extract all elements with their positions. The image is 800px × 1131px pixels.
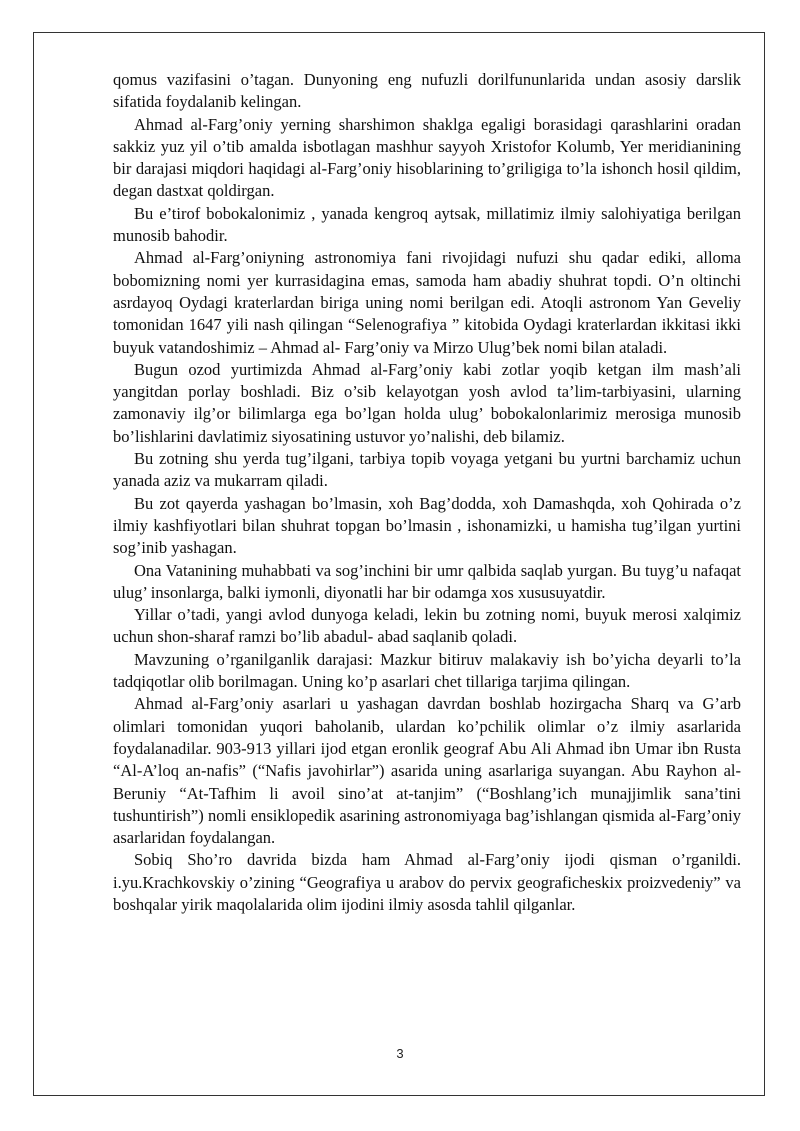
paragraph-10: Mavzuning o’rganilganlik darajasi: Mazkur bitiruv malakaviy ish bo’yicha deyarli to’la tadqiqotlar olib borilmagan. Uning ko’p asarlari chet tillariga tarjima qilingan.: [113, 649, 741, 692]
paragraph-7: Bu zot qayerda yashagan bo’lmasin, xoh Bag’dodda, xoh Damashqda, xoh Qohirada o’z ilmiy kashfiyotlari bilan shuhrat topgan bo’lmasin , ishonamizki, u hamisha tug’ilgan yurtini sog’inib yashagan.: [113, 493, 741, 558]
document-body: [113, 69, 741, 916]
page-number: 3: [396, 1046, 404, 1061]
paragraph-2: Ahmad al-Farg’oniy yerning sharshimon shaklga egaligi borasidagi qarashlarini oradan sakkiz yuz yil o’tib amalda isbotlagan mashhur sayyoh Xristofor Kolumb, Yer meridianining bir darajasi miqdori haqidagi al-Farg’oniy hisoblarining to’griligiga to’la ishonch hosil qildim, degan dastxat qoldirgan.: [113, 114, 741, 201]
paragraph-12: Sobiq Sho’ro davrida bizda ham Ahmad al-Farg’oniy ijodi qisman o’rganildi. i.yu.Krachkovskiy o’zining “Geografiya u arabov do pervix geograficheskix proizvedeniy” va boshqalar yirik maqolalarida olim ijodini ilmiy asosda tahlil qilganlar.: [113, 850, 741, 914]
paragraph-9: Yillar o’tadi, yangi avlod dunyoga keladi, lekin bu zotning nomi, buyuk merosi xalqimiz uchun shon-sharaf ramzi bo’lib abadul- abad saqlanib qoladi.: [113, 605, 741, 647]
paragraph-4: Ahmad al-Farg’oniyning astronomiya fani rivojidagi nufuzi shu qadar ediki, alloma bobomizning nomi yer kurrasidagina emas, samoda ham abadiy shuhrat topdi. O’n oltinchi asrdayoq Oydagi kraterlardan biriga uning nomi berilgan edi. Atoqli astronom Yan Geveliy tomonidan 1647 yili nash qilingan “Selenografiya ” kitobida Oydagi kraterlardan ikkitasi ikki buyuk vatandoshimiz – Ahmad al- Farg’oniy va Mirzo Ulug’bek nomi bilan ataladi.: [113, 248, 741, 357]
paragraph-6: Bu zotning shu yerda tug’ilgani, tarbiya topib voyaga yetgani bu yurtni barchamiz uchun yanada aziz va mukarram qiladi.: [113, 449, 741, 491]
paragraph-1: qomus vazifasini o’tagan. Dunyoning eng nufuzli dorilfununlarida undan asosiy darslik sifatida foydalanib kelingan.: [113, 70, 741, 112]
paragraph-3: Bu e’tirof bobokalonimiz , yanada kengroq aytsak, millatimiz ilmiy salohiyatiga berilgan munosib bahodir.: [113, 203, 741, 246]
paragraph-11: Ahmad al-Farg’oniy asarlari u yashagan davrdan boshlab hozirgacha Sharq va G’arb olimlari tomonidan yuqori baholanib, ulardan ko’pchilik olimlar o’z ilmiy asarlarida foydalanadilar. 903-913 yillari ijod etgan eronlik geograf Abu Ali Ahmad ibn Umar ibn Rusta “Al-A’loq an-nafis” (“Nafis javohirlar”) asarida uning asarlariga suyangan. Abu Rayhon al-Beruniy “At-Tafhim li avoil sino’at at-tanjim” (“Boshlang’ich munajjimlik sana’tini tushuntirish”) nomli ensiklopedik asarining astronomiyaga bag’ishlangan qismida al-Farg’oniy asarlaridan foydalangan.: [113, 694, 741, 848]
paragraph-8: Ona Vatanining muhabbati va sog’inchini bir umr qalbida saqlab yurgan. Bu tuyg’u nafaqat ulug’ insonlarga, balki iymonli, diyonatli har bir odamga xos xususuyatdir.: [113, 560, 741, 602]
paragraph-5: Bugun ozod yurtimizda Ahmad al-Farg’oniy kabi zotlar yoqib ketgan ilm mash’ali yangitdan porlay boshladi. Biz o’sib kelayotgan yosh avlod ta’lim-tarbiyasini, ularning zamonaviy ilg’or bilimlarga ega bo’lgan holda ulug’ bobokalonlarimiz merosiga munosib bo’lishlarini davlatimiz siyosatining ustuvor yo’nalishi, deb bilamiz.: [113, 359, 741, 446]
